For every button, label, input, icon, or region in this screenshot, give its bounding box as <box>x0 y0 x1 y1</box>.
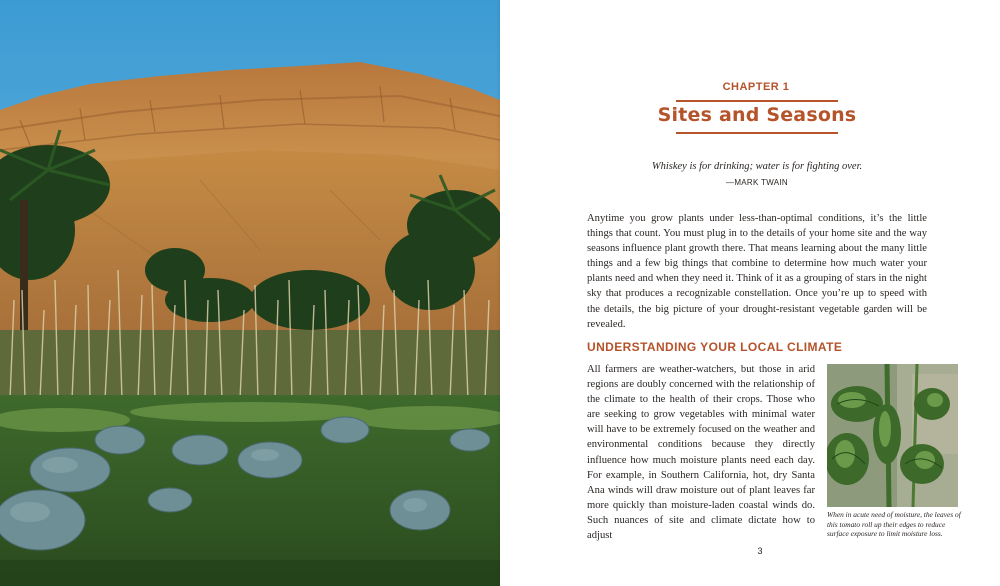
chapter-text-page <box>500 0 1000 586</box>
title-rule-top <box>676 100 838 102</box>
chapter-title: Sites and Seasons <box>657 104 857 126</box>
epigraph-attribution: —MARK TWAIN <box>726 178 788 187</box>
intro-paragraph: Anytime you grow plants under less-than-optimal conditions, it’s the little things that count. You must plug in to the details of your home site and the way seasons influence plant growth there. That means learning about the many little things and a few big things that combine to determine how much water your plants need and when they need it. Think of it as a grouping of stars in the night sky that produces a recognizable constellation. Once you’re up to speed with the details, the big picture of your drought-resistant vegetable garden will be revealed. <box>587 213 927 330</box>
title-rule-bottom <box>676 132 838 134</box>
section-body: All farmers are weather-watchers, but those in arid regions are doubly concerned with the relationship of the climate to the health of their crops. Those who are seeking to grow vegetables with minimal water will have to be extremely focused on the weather and environmental conditions because they directly influence how much moisture plants need each day. For example, in Southern California, hot, dry Santa Ana winds will draw moisture out of plant leaves far more quickly than moisture-laden coastal winds do. Such nuances of site and climate dictate how to adjust <box>587 364 815 542</box>
section-heading: UNDERSTANDING YOUR LOCAL CLIMATE <box>587 340 843 354</box>
tomato-leaf-photo <box>827 364 958 507</box>
inset-caption: When in acute need of moisture, the leaves of this tomato roll up their edges to reduce surface exposure to limit moisture loss. <box>827 510 961 539</box>
epigraph-quote: Whiskey is for drinking; water is for fighting over. <box>651 161 863 172</box>
page-number: 3 <box>757 546 763 556</box>
chapter-label: CHAPTER 1 <box>722 81 790 93</box>
